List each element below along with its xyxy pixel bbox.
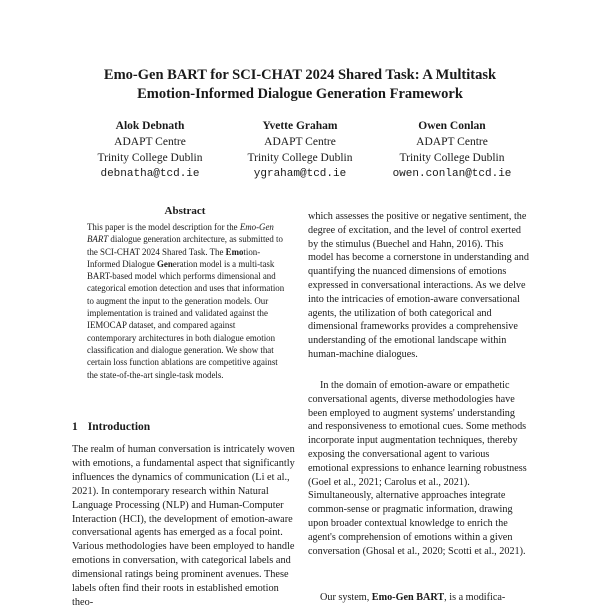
title-line-2: Emotion-Informed Dialogue Generation Framework bbox=[137, 86, 463, 102]
right-column-paragraph-1: which assesses the positive or negative sentiment, the degree of excitation, and the level of control exerted by the stimulus (Buechel and Hahn, 2016). This model has become a cornerstone in understanding and quantifying the nuanced dimensions of emotions expressed in conversational interactions. As we delve into the intricacies of emotion-aware conversational agents, the utilization of both categorical and dimensional frameworks provides a comprehensive understanding of the emotional landscape within human-machine dialogues. bbox=[308, 211, 529, 360]
author-name: Owen Conlan bbox=[418, 120, 486, 132]
section-number: 1 bbox=[72, 421, 78, 433]
paper-title bbox=[40, 66, 560, 104]
model-name: Emo-Gen BART bbox=[87, 222, 274, 245]
left-column-text: The realm of human conversation is intricately woven with emotions, a fundamental aspect that significantly influences the dynamics of communication (Li et al., 2021). In contemporary research within Natural Language Processing (NLP) and Human-Computer Interaction (HCI), the development of emotion-aware conversational agents has emerged as a focal point. Various methodologies have been employed to handle emotions in conversation, with categorical labels and dimensional ratings being prominent avenues. These labels often find their roots in established emotion theo- bbox=[72, 444, 295, 608]
abstract-heading: Abstract bbox=[164, 205, 206, 217]
author-institution: Trinity College Dublin bbox=[97, 152, 203, 164]
right-column-paragraph-2: In the domain of emotion-aware or empathetic conversational agents, diverse methodologies have been employed to augment systems' understanding and responsiveness to emotional cues. Some methods incorporate input augmentation techniques, thereby exposing the conversational agent to various emotional expressions to enhance learning robustness (Goel et al., 2021; Carolus et al., 2021). Simultaneously, alternative approaches integrate common-sense or pragmatic information, drawing upon broader contextual knowledge to enrich the agent's comprehension of emotions within a given conversation (Ghosal et al., 2020; Scotti et al., 2021). bbox=[308, 380, 527, 557]
author-block-1 bbox=[70, 118, 230, 182]
author-email[interactable]: ygraham@tcd.ie bbox=[253, 168, 347, 180]
section-heading-introduction bbox=[72, 421, 150, 433]
title-line-1: Emo-Gen BART for SCI-CHAT 2024 Shared Task: A Multitask bbox=[103, 67, 497, 83]
author-block-3 bbox=[372, 118, 532, 182]
author-affiliation: ADAPT Centre bbox=[114, 136, 186, 148]
author-affiliation: ADAPT Centre bbox=[416, 136, 488, 148]
right-column-paragraph-3: Our system, Emo-Gen BART, is a modifica- bbox=[320, 592, 506, 603]
author-institution: Trinity College Dublin bbox=[399, 152, 505, 164]
section-title: Introduction bbox=[87, 421, 151, 433]
abstract-body: This paper is the model description for the Emo-Gen BART dialogue generation architecture, as submitted to the SCI-CHAT 2024 Shared Task. The Emotion-Informed Dialogue Generation model is a multi-task BART-based model which performs dimensional and categorical emotion detection and uses that information to augment the input to the generation models. Our implementation is trained and validated against the IEMOCAP dataset, and compared against contemporary architectures in both dialogue emotion classification and dialogue generation. We show that certain loss function ablations are competitive against the state-of-the-art single-task models. bbox=[87, 222, 285, 380]
author-affiliation: ADAPT Centre bbox=[264, 136, 336, 148]
author-email[interactable]: debnatha@tcd.ie bbox=[100, 168, 200, 180]
author-name: Yvette Graham bbox=[262, 120, 338, 132]
author-block-2 bbox=[220, 118, 380, 182]
author-institution: Trinity College Dublin bbox=[247, 152, 353, 164]
author-email[interactable]: owen.conlan@tcd.ie bbox=[392, 168, 512, 180]
author-name: Alok Debnath bbox=[115, 120, 185, 132]
